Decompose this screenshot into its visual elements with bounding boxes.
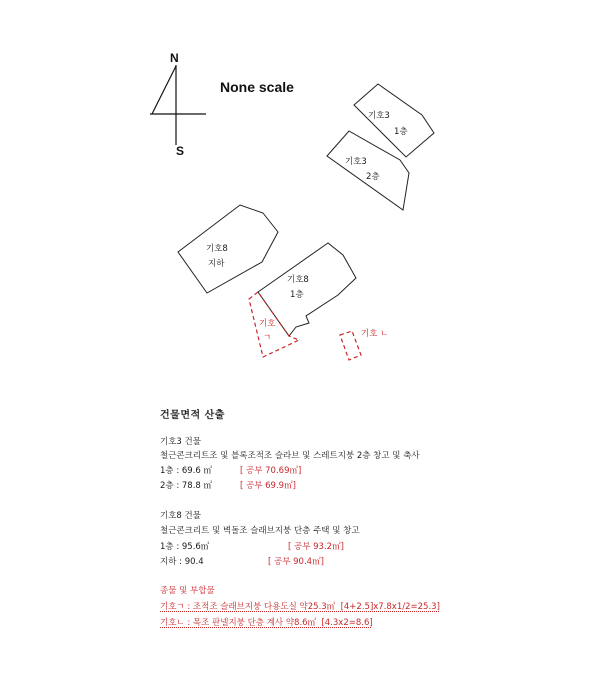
b8-floor1-register: [ 공부 93.2㎡]	[288, 542, 344, 552]
compass-arrow-line	[152, 66, 176, 114]
scale-note: None scale	[220, 79, 294, 95]
annex-ga-label-1: 기호	[259, 319, 276, 329]
b3-floor1-register: [ 공부 70.69㎡]	[240, 466, 302, 476]
b8-floor1-floor: 1층	[290, 290, 304, 300]
building-8-basement-outline	[178, 205, 278, 293]
b8-basement-area: 지하 : 90.4	[160, 557, 204, 567]
compass-north: N	[170, 51, 179, 65]
b3-floor2-floor: 2층	[366, 172, 380, 182]
b8-floor1-area: 1층 : 95.6㎡	[160, 542, 210, 552]
b8-description: 철근콘크리트 및 벽돌조 슬래브지붕 단층 주택 및 창고	[160, 526, 360, 536]
b3-floor2-name: 기호3	[345, 157, 367, 167]
b3-floor1-area: 1층 : 69.6 ㎡	[160, 466, 213, 476]
annex-ga-label-2: ㄱ	[263, 333, 272, 343]
compass-south: S	[176, 144, 185, 158]
b3-floor1-name: 기호3	[368, 111, 390, 121]
b3-floor1-floor: 1층	[394, 127, 408, 137]
building-3-floor2-outline	[327, 131, 409, 210]
b3-floor2-area: 2층 : 78.8 ㎡	[160, 481, 213, 491]
b3-section-title: 기호3 건물	[160, 437, 201, 447]
calc-title: 건물면적 산출	[160, 410, 225, 421]
annex-na-label: 기호 ㄴ	[361, 329, 389, 339]
annex-section-title: 종물 및 부합물	[160, 586, 215, 596]
annex-na-outline	[340, 331, 361, 360]
b8-basement-floor: 지하	[208, 259, 225, 269]
b3-description: 철근콘크리트조 및 블록조적조 슬라브 및 스레트지붕 2층 창고 및 축사	[160, 451, 420, 461]
b8-section-title: 기호8 건물	[160, 511, 201, 521]
annex-ga-detail: 기호ㄱ : 조적조 슬래브지붕 다용도실 약25.3㎡ [4+2.5]x7.8x1/2=25.3]	[160, 602, 440, 612]
b8-basement-register: [ 공부 90.4㎡]	[268, 557, 324, 567]
b3-floor2-register: [ 공부 69.9㎡]	[240, 481, 296, 491]
annex-na-detail: 기호ㄴ : 목조 판넬지붕 단층 계사 약8.6㎡ [4.3x2=8.6]	[160, 618, 373, 628]
b8-floor1-name: 기호8	[287, 275, 309, 285]
compass	[150, 65, 206, 145]
b8-basement-name: 기호8	[206, 244, 228, 254]
building-3-floor1-outline	[354, 84, 434, 157]
